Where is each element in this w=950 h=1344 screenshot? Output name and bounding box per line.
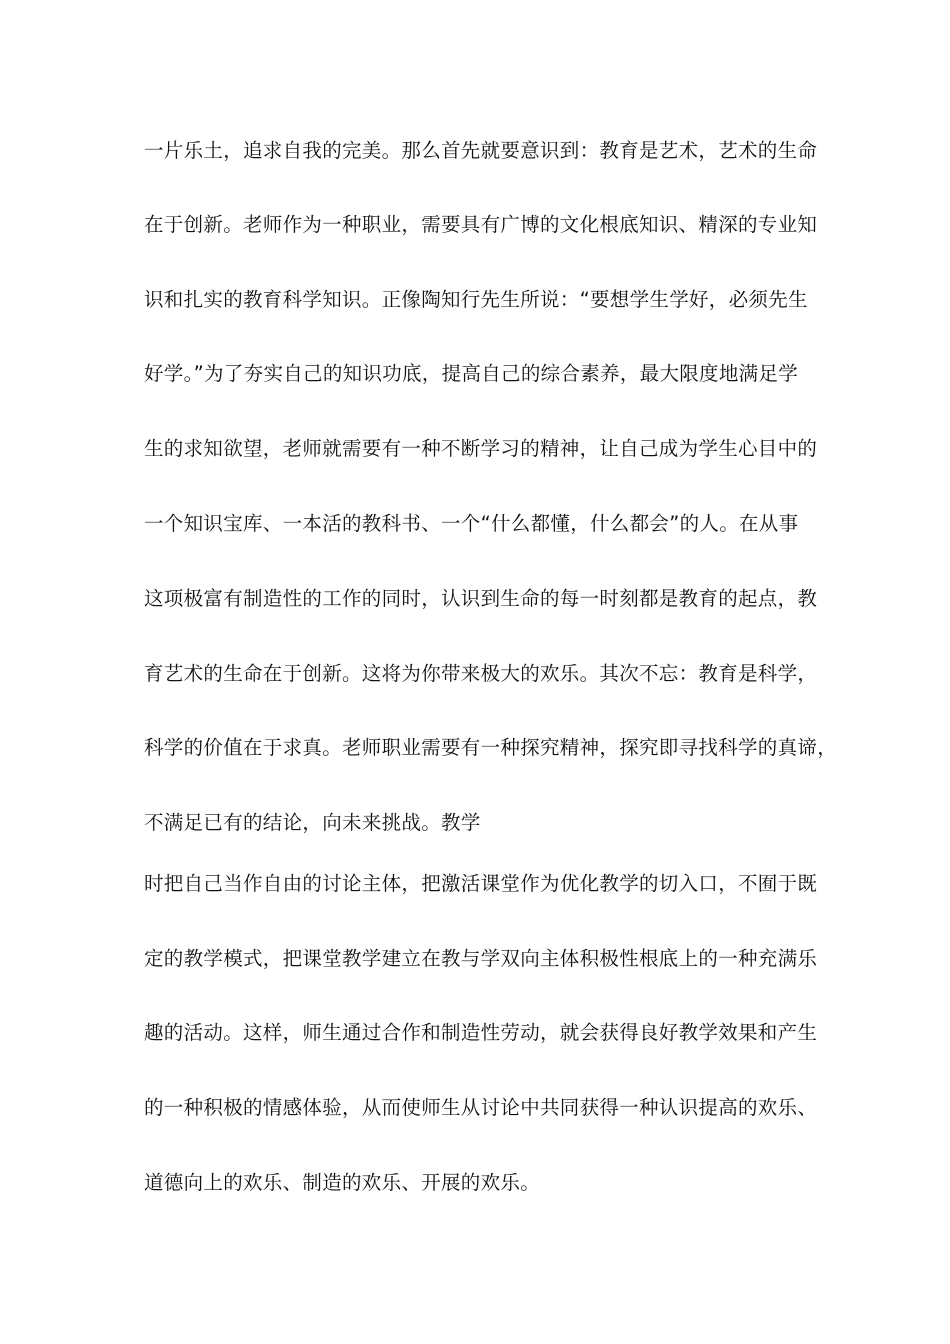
text-line: 生的求知欲望，老师就需要有一种不断学习的精神，让自己成为学生心目中的 [144, 437, 818, 460]
text-line: 定的教学模式，把课堂教学建立在教与学双向主体积极性根底上的一种充满乐 [144, 947, 818, 970]
text-line: 育艺术的生命在于创新。这将为你带来极大的欢乐。其次不忘：教育是科学， [144, 662, 818, 685]
text-line: 这项极富有制造性的工作的同时，认识到生命的每一时刻都是教育的起点，教 [144, 587, 818, 610]
text-line: 科学的价值在于求真。老师职业需要有一种探究精神，探究即寻找科学的真谛， [144, 736, 838, 759]
text-line: 道德向上的欢乐、制造的欢乐、开展的欢乐。 [144, 1171, 541, 1194]
text-line: 一个知识宝库、一本活的教科书、一个“什么都懂，什么都会”的人。在从事 [144, 512, 799, 535]
text-line: 的一种积极的情感体验，从而使师生从讨论中共同获得一种认识提高的欢乐、 [144, 1096, 818, 1119]
text-line: 不满足已有的结论，向未来挑战。教学 [144, 811, 481, 834]
text-line: 好学。”为了夯实自己的知识功底，提高自己的综合素养，最大限度地满足学 [144, 362, 799, 385]
text-line: 识和扎实的教育科学知识。正像陶知行先生所说：“要想学生学好，必须先生 [144, 288, 808, 311]
text-line: 趣的活动。这样，师生通过合作和制造性劳动，就会获得良好教学效果和产生 [144, 1021, 818, 1044]
text-line: 在于创新。老师作为一种职业，需要具有广博的文化根底知识、精深的专业知 [144, 213, 818, 236]
text-line: 时把自己当作自由的讨论主体，把激活课堂作为优化教学的切入口，不囿于既 [144, 872, 818, 895]
text-line: 一片乐土，追求自我的完美。那么首先就要意识到：教育是艺术，艺术的生命 [144, 139, 818, 162]
